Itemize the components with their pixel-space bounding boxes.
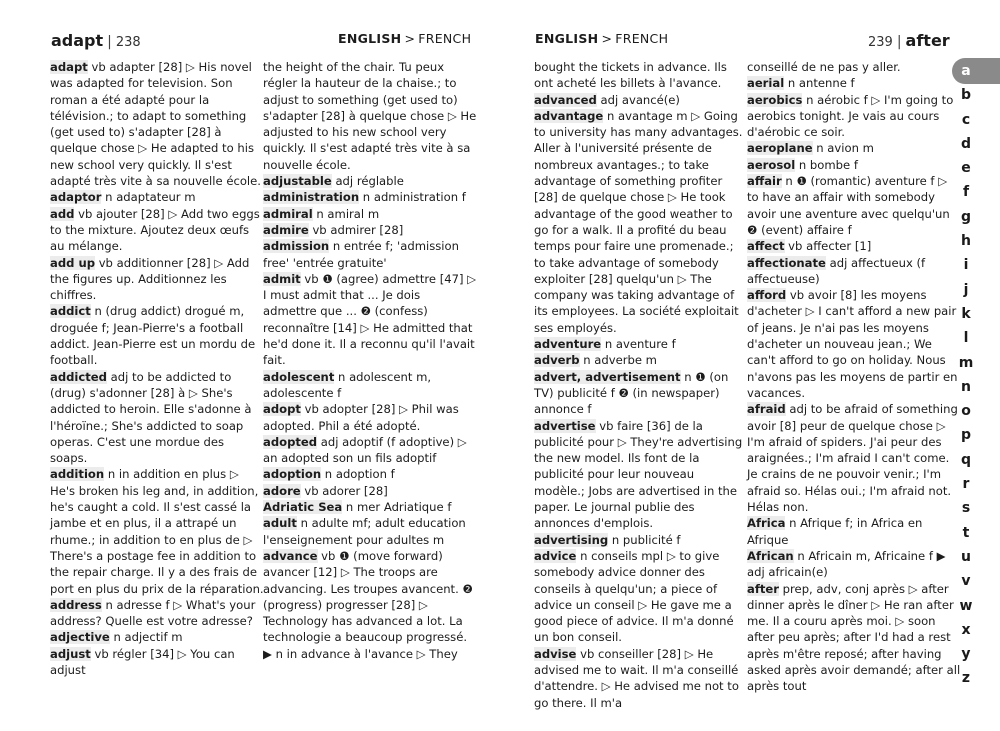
dictionary-entry <box>263 222 477 238</box>
entry-definition: vb admirer [28] <box>308 222 404 237</box>
dictionary-entry <box>50 466 264 596</box>
dictionary-entry <box>263 206 477 222</box>
thumb-index-letter-p[interactable]: p <box>960 427 972 444</box>
entry-definition: n aérobic f ▷ I'm going to aerobics tonight. Je vais au cours d'aérobic ce soir. <box>747 92 954 140</box>
dictionary-entry <box>50 369 264 467</box>
entry-definition: n adaptateur m <box>101 190 196 205</box>
dictionary-entry <box>50 303 264 368</box>
entry-definition: n Afrique f; in Africa en Afrique <box>747 516 923 547</box>
dictionary-entry <box>50 597 264 630</box>
entry-headword: advert, advertisement <box>534 369 681 384</box>
entry-definition: conseillé de ne pas y aller. <box>747 60 901 74</box>
left-lang-to: FRENCH <box>418 31 472 46</box>
dictionary-entry <box>534 418 748 532</box>
right-guide-word: after <box>905 31 950 50</box>
entry-definition: n publicité f <box>608 532 681 547</box>
thumb-index-letter-o[interactable]: o <box>961 403 971 420</box>
thumb-index-letter-t[interactable]: t <box>962 524 970 541</box>
dictionary-entry <box>263 499 477 515</box>
dictionary-entry <box>263 515 477 548</box>
entry-definition: n administration f <box>359 190 466 205</box>
right-page-header: 239 | after <box>868 31 950 50</box>
right-lang-from: ENGLISH <box>535 31 599 46</box>
entry-headword: aeroplane <box>747 141 813 156</box>
entry-definition: bought the tickets in advance. Ils ont acheté les billets à l'avance. <box>534 60 727 91</box>
entry-definition: n in addition en plus ▷ He's broken his leg and, in addition, he's caught a cold. Il s'est cassé la jambe et en plus, il a attrapé un rhume.; in addition to en plus de ▷ There's a postage fee in addition to the repair charge. Il y a des frais de port en plus du prix de la réparation. <box>50 467 264 596</box>
entry-definition: n avantage m ▷ Going to university has many advantages. Aller à l'université présente de nombreux avantages.; to take advantage of something profiter [28] de quelque chose ▷ He took advantage of the good weather to go for a walk. Il a profité du beau temps pour faire une promenade.; to take advantage of somebody exploiter [28] quelqu'un ▷ The company was taking advantage of its employees. La société exploitait ses employés. <box>534 108 743 335</box>
entry-definition: n ❶ (on TV) publicité f ❷ (in newspaper) annonce f <box>534 369 729 417</box>
entry-headword: aerial <box>747 76 785 91</box>
dictionary-entry <box>263 271 477 369</box>
dictionary-entry <box>534 548 748 646</box>
thumb-index-letter-a[interactable]: a <box>961 63 971 79</box>
dictionary-entry <box>263 401 477 434</box>
dictionary-entry <box>263 173 477 189</box>
entry-definition: n entrée f; 'admission free' 'entrée gratuite' <box>263 239 459 270</box>
entry-definition: n adoption f <box>321 467 395 482</box>
dictionary-column-1 <box>50 59 264 678</box>
entry-definition: n adverbe m <box>579 353 657 368</box>
thumb-index-letter-g[interactable]: g <box>960 208 972 225</box>
thumb-index <box>953 59 979 691</box>
dictionary-entry <box>534 92 748 108</box>
dictionary-entry <box>534 352 748 368</box>
thumb-index-letter-f[interactable]: f <box>962 184 970 201</box>
dictionary-entry <box>747 581 961 695</box>
entry-headword: adjective <box>50 630 110 645</box>
left-lang-from: ENGLISH <box>338 31 402 46</box>
thumb-index-letter-e[interactable]: e <box>961 160 971 177</box>
dictionary-entry <box>747 287 961 401</box>
left-page-number: 238 <box>115 35 141 50</box>
entry-definition: n amiral m <box>312 206 380 221</box>
entry-headword: afford <box>747 288 787 303</box>
entry-definition: adj adoptif (f adoptive) ▷ an adopted son un fils adoptif <box>263 434 467 466</box>
entry-definition: the height of the chair. Tu peux régler la hauteur de la chaise.; to adjust to something (get used to) s'adapter [28] à quelque chose ▷ He adjusted to his new school very quickly. Il s'est adapté très vite à sa nouvelle école. <box>263 60 477 172</box>
entry-headword: advantage <box>534 108 604 123</box>
dictionary-entry <box>747 92 961 141</box>
entry-definition: n adresse f ▷ What's your address? Quelle est votre adresse? <box>50 597 256 629</box>
entry-definition: n avion m <box>812 141 874 156</box>
entry-headword: affair <box>747 174 782 189</box>
entry-headword: advance <box>263 548 318 563</box>
dictionary-entry <box>534 532 748 548</box>
dictionary-entry <box>263 369 477 402</box>
dictionary-entry <box>50 206 264 255</box>
dictionary-entry <box>263 238 477 271</box>
entry-headword: admit <box>263 271 301 286</box>
entry-headword: adapt <box>50 60 88 74</box>
dictionary-entry <box>50 189 264 205</box>
entry-definition: n ❶ (romantic) aventure f ▷ to have an affair with somebody avoir une aventure avec quelqu'un ❷ (event) affaire f <box>747 174 950 237</box>
entry-headword: aerosol <box>747 157 796 172</box>
entry-definition: n bombe f <box>795 157 858 172</box>
left-guide-word: adapt <box>51 31 104 50</box>
entry-headword: admiral <box>263 206 313 221</box>
entry-definition: n adolescent m, adolescente f <box>263 369 432 400</box>
dictionary-entry <box>263 189 477 205</box>
dictionary-column-2 <box>263 59 477 662</box>
thumb-index-letter-i[interactable]: i <box>963 257 969 274</box>
dictionary-entry <box>263 483 477 499</box>
entry-definition: vb additionner [28] ▷ Add the figures up. Additionnez les chiffres. <box>50 255 250 303</box>
thumb-index-letter-k[interactable]: k <box>961 305 971 322</box>
thumb-index-letter-r[interactable]: r <box>962 476 970 493</box>
entry-headword: adoption <box>263 467 322 482</box>
dictionary-entry <box>534 108 748 336</box>
left-lang-arrow: > <box>404 31 416 46</box>
dictionary-entry <box>50 59 264 189</box>
entry-definition: vb ajouter [28] ▷ Add two eggs to the mixture. Ajoutez deux œufs au mélange. <box>50 206 260 254</box>
thumb-index-letter-n[interactable]: n <box>961 378 971 395</box>
entry-definition: adj réglable <box>331 174 404 189</box>
left-page-header: adapt | 238 <box>51 31 141 50</box>
dictionary-entry <box>263 59 477 173</box>
entry-headword: advanced <box>534 92 597 107</box>
entry-definition: n antenne f <box>784 76 855 91</box>
entry-headword: adopt <box>263 402 301 417</box>
dictionary-column-4 <box>747 59 961 695</box>
dictionary-entry <box>50 646 264 679</box>
entry-headword: advertising <box>534 532 609 547</box>
entry-definition: adj to be addicted to (drug) s'adonner [28] à ▷ She's addicted to heroin. Elle s'adonne à l'héroïne.; She's addicted to soap operas. C'est une mordue des soaps. <box>50 369 252 466</box>
entry-definition: adj to be afraid of something avoir [8] peur de quelque chose ▷ I'm afraid of spiders. J'ai peur des araignées.; I'm afraid I can't come. Je crains de ne pouvoir venir.; I'm afraid so. Hélas oui.; I'm afraid not. Hélas non. <box>747 402 958 515</box>
entry-definition: vb conseiller [28] ▷ He advised me to wait. Il m'a conseillé d'attendre. ▷ He advised me not to go there. Il m'a <box>534 646 739 710</box>
entry-headword: advertise <box>534 418 596 433</box>
entry-headword: advise <box>534 646 577 661</box>
thumb-index-letter-b[interactable]: b <box>960 87 972 104</box>
thumb-index-letter-s[interactable]: s <box>961 500 971 517</box>
entry-headword: addict <box>50 304 91 319</box>
entry-definition: n aventure f <box>601 337 676 352</box>
entry-definition: adj affectueux (f affectueuse) <box>747 255 926 286</box>
entry-definition: vb adopter [28] ▷ Phil was adopted. Phil a été adopté. <box>263 402 459 433</box>
thumb-index-letter-z[interactable]: z <box>961 670 971 687</box>
entry-headword: afraid <box>747 402 786 417</box>
entry-definition: vb adapter [28] ▷ His novel was adapted for television. Son roman a été adapté pour la télévision.; to adapt to something (get used to) s'adapter [28] à quelque chose ▷ He adapted to his new school very quickly. Il s'est adapté très vite à sa nouvelle école. <box>50 60 261 189</box>
entry-headword: adore <box>263 483 301 498</box>
entry-definition: vb ❶ (move forward) avancer [12] ▷ The troops are advancing. Les troupes avancent. ❷ (progress) progresser [28] ▷ Technology has advanced a lot. La technologie a beaucoup progressé. <box>263 548 473 645</box>
entry-headword: address <box>50 597 102 612</box>
dictionary-entry <box>747 140 961 156</box>
entry-headword: adventure <box>534 337 602 352</box>
right-lang-arrow: > <box>601 31 613 46</box>
entry-definition: vb faire [36] de la publicité pour ▷ They're advertising the new model. Ils font de la publicité pour leur nouveau modèle.; Jobs are advertised in the paper. Le journal publie des annonces d'emplois. <box>534 418 743 531</box>
entry-definition: n adulte mf; adult education l'enseignement pour adultes m <box>263 516 466 547</box>
entry-headword: adjustable <box>263 174 332 189</box>
entry-headword: after <box>747 581 779 596</box>
entry-definition: vb ❶ (agree) admettre [47] ▷ I must admit that ... Je dois admettre que ... ❷ (confess) reconnaître [14] ▷ He admitted that he'd done it. Il a reconnu qu'il l'avait fait. <box>263 271 477 368</box>
entry-headword: adjust <box>50 646 91 661</box>
right-lang-to: FRENCH <box>615 31 669 46</box>
dictionary-entry <box>50 255 264 304</box>
thumb-index-letter-d[interactable]: d <box>960 135 972 152</box>
thumb-index-letter-y[interactable]: y <box>961 646 971 663</box>
entry-definition: adj avancé(e) <box>596 92 680 107</box>
dictionary-entry <box>747 401 961 515</box>
entry-headword: add <box>50 206 75 221</box>
entry-headword: addition <box>50 467 105 482</box>
dictionary-entry <box>747 515 961 548</box>
entry-headword: affectionate <box>747 255 826 270</box>
entry-definition: n conseils mpl ▷ to give somebody advice donner des conseils à quelqu'un; a piece of advice un conseil ▷ He gave me a good piece of advice. Il m'a donné un bon conseil. <box>534 548 734 645</box>
dictionary-entry <box>263 548 477 646</box>
dictionary-entry <box>534 336 748 352</box>
entry-headword: adult <box>263 516 297 531</box>
dictionary-entry <box>263 646 477 662</box>
entry-definition: prep, adv, conj après ▷ after dinner après le dîner ▷ He ran after me. Il a couru après moi. ▷ soon after peu après; after I'd had a rest après m'être reposé; after having asked après avoir demandé; after all après tout <box>747 581 961 694</box>
dictionary-entry <box>747 548 961 581</box>
entry-headword: aerobics <box>747 92 803 107</box>
dictionary-entry <box>747 157 961 173</box>
entry-definition: vb avoir [8] les moyens d'acheter ▷ I can't afford a new pair of jeans. Je n'ai pas les moyens d'acheter un nouveau jean.; We can't afford to go on holiday. Nous n'avons pas les moyens de partir en vacances. <box>747 288 958 400</box>
thumb-index-letter-x[interactable]: x <box>961 621 971 638</box>
entry-headword: adaptor <box>50 190 102 205</box>
thumb-index-letter-j[interactable]: j <box>963 281 969 298</box>
entry-headword: adolescent <box>263 369 335 384</box>
entry-definition: n Africain m, Africaine f ▶ adj africain(e) <box>747 548 946 580</box>
entry-definition: n adjectif m <box>109 630 183 645</box>
thumb-index-letter-w[interactable]: w <box>959 597 973 614</box>
entry-headword: affect <box>747 239 785 254</box>
entry-headword: adverb <box>534 353 580 368</box>
entry-headword: administration <box>263 190 360 205</box>
dictionary-entry <box>747 238 961 254</box>
entry-definition: n mer Adriatique f <box>342 500 452 515</box>
dictionary-entry <box>747 173 961 238</box>
thumb-index-letter-q[interactable]: q <box>960 451 972 468</box>
entry-headword: addicted <box>50 369 107 384</box>
thumb-index-letter-m[interactable]: m <box>958 354 974 371</box>
thumb-index-letter-h[interactable]: h <box>961 233 971 250</box>
thumb-index-letter-l[interactable]: l <box>963 330 969 347</box>
dictionary-entry <box>747 255 961 288</box>
dictionary-column-3 <box>534 59 748 711</box>
right-page-number: 239 <box>868 35 893 50</box>
dictionary-entry <box>263 434 477 467</box>
dictionary-entry <box>534 59 748 92</box>
entry-headword: add up <box>50 255 96 270</box>
entry-headword: African <box>747 548 794 563</box>
entry-headword: Adriatic Sea <box>263 500 343 515</box>
dictionary-entry <box>50 629 264 645</box>
entry-definition: vb régler [34] ▷ You can adjust <box>50 646 235 677</box>
entry-headword: adopted <box>263 434 318 449</box>
entry-definition: ▶ n in advance à l'avance ▷ They <box>263 646 458 661</box>
entry-definition: vb affecter [1] <box>784 239 872 254</box>
entry-headword: advice <box>534 548 577 563</box>
thumb-index-letter-c[interactable]: c <box>961 111 971 128</box>
entry-headword: admire <box>263 222 309 237</box>
thumb-index-letter-u[interactable]: u <box>961 548 971 565</box>
entry-headword: admission <box>263 239 330 254</box>
dictionary-entry <box>263 466 477 482</box>
entry-definition: vb adorer [28] <box>300 483 388 498</box>
entry-headword: Africa <box>747 516 786 531</box>
dictionary-entry <box>747 59 961 75</box>
thumb-index-letter-v[interactable]: v <box>961 573 971 590</box>
right-language-label <box>535 31 668 46</box>
left-language-label <box>338 31 471 46</box>
dictionary-entry <box>534 369 748 418</box>
dictionary-entry <box>747 75 961 91</box>
entry-definition: n (drug addict) drogué m, droguée f; Jean-Pierre's a football addict. Jean-Pierre est un mordu de football. <box>50 304 256 368</box>
dictionary-entry <box>534 646 748 711</box>
